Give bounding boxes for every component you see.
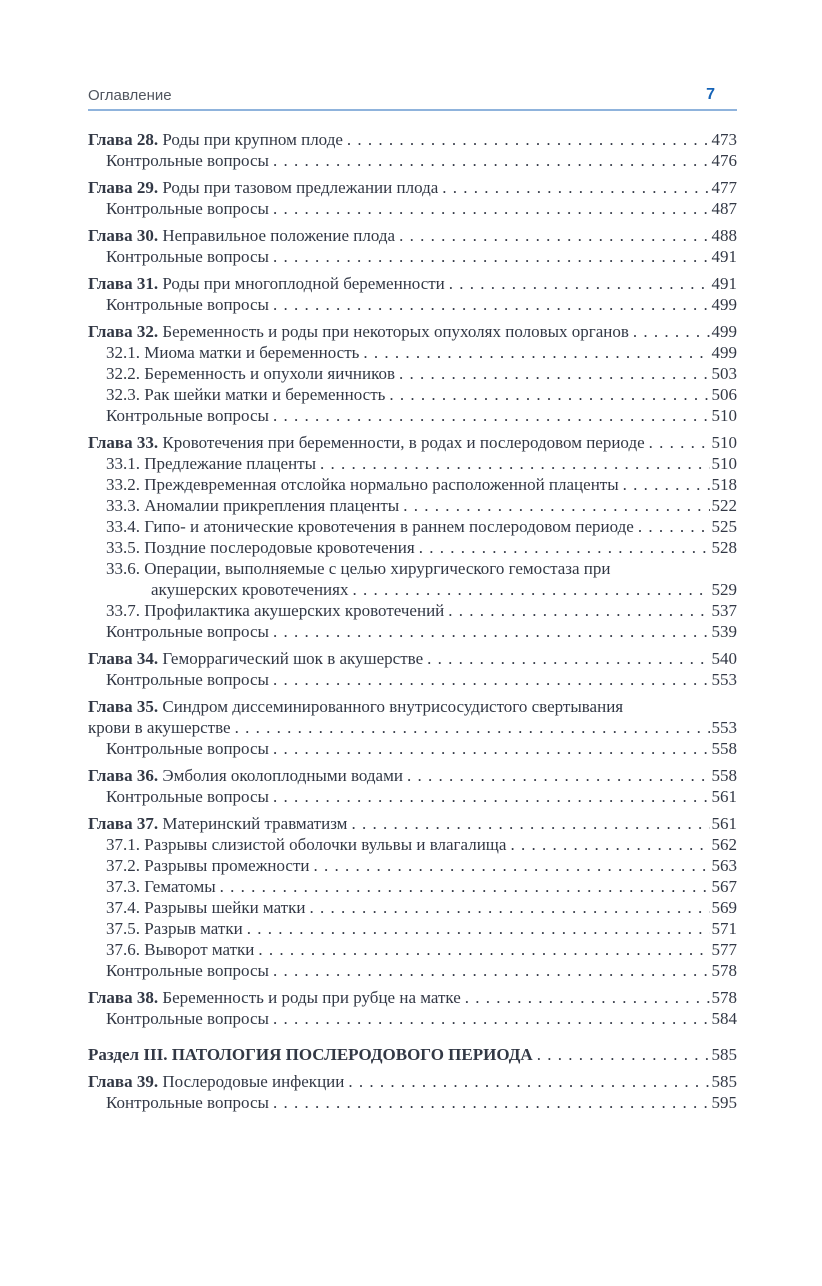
dot-leader: [363, 342, 709, 363]
toc-entry-sub: [88, 834, 737, 855]
toc-page-number: 522: [711, 496, 737, 515]
toc-entry-title: Роды при крупном плоде: [162, 130, 343, 149]
dot-leader: [273, 960, 710, 981]
toc-entry-title-line2: акушерских кровотечениях: [151, 580, 349, 599]
toc-entry-title: Неправильное положение плода: [162, 226, 396, 245]
toc-entry-sub: [88, 876, 737, 897]
toc-page-number: 567: [711, 877, 737, 896]
dot-leader: [309, 897, 709, 918]
toc-row: [88, 177, 737, 198]
dot-leader: [320, 453, 709, 474]
toc-page-number: 537: [711, 601, 737, 620]
toc-row-continuation: [88, 717, 737, 738]
toc-page-number: 499: [711, 322, 737, 341]
toc-row: [88, 474, 737, 495]
toc-row: [88, 648, 737, 669]
toc-entry-title: ПАТОЛОГИЯ ПОСЛЕРОДОВОГО ПЕРИОДА: [171, 1045, 533, 1064]
toc-page-number: 585: [711, 1072, 737, 1091]
toc-page-number: 585: [711, 1045, 737, 1064]
toc-page-number: 539: [711, 622, 737, 641]
toc-entry-chapter: [88, 696, 737, 738]
toc-entry-chapter: [88, 273, 737, 294]
toc-row: [88, 1071, 737, 1092]
toc-entry-control: [88, 786, 737, 807]
toc-entry-title: 37.4. Разрывы шейки матки: [106, 898, 306, 917]
toc-entry-label: Глава 34.: [88, 649, 163, 668]
toc-page-number: 563: [711, 856, 737, 875]
toc-entry-sub: [88, 363, 737, 384]
toc-page-number: 506: [711, 385, 737, 404]
dot-leader: [314, 855, 710, 876]
toc-row: [88, 384, 737, 405]
toc-entry-sub: [88, 855, 737, 876]
toc-row: [88, 696, 737, 717]
toc-row: [88, 453, 737, 474]
toc-entry-title: 32.1. Миома матки и беременность: [106, 343, 360, 362]
toc-page-number: 477: [711, 178, 737, 197]
toc-page-number: 510: [711, 454, 737, 473]
toc-page-number: 584: [711, 1009, 737, 1028]
dot-leader: [273, 1092, 710, 1113]
toc-row: [88, 321, 737, 342]
toc-entry-sub: [88, 939, 737, 960]
toc-entry-control: [88, 1008, 737, 1029]
dot-leader: [273, 246, 710, 267]
toc-entry-title: Беременность и роды при рубце на матке: [162, 988, 461, 1007]
toc-entry-control: [88, 669, 737, 690]
dot-leader: [510, 834, 709, 855]
toc-entry-title: Синдром диссеминированного внутрисосудистого свертывания: [162, 697, 624, 716]
toc-row: [88, 813, 737, 834]
header-page-number: 7: [706, 86, 715, 103]
toc-page-number: 491: [711, 247, 737, 266]
toc-list: [88, 129, 737, 1113]
toc-entry-title: Контрольные вопросы: [106, 622, 269, 641]
dot-leader: [220, 876, 710, 897]
toc-row: [88, 1092, 737, 1113]
dot-leader: [389, 384, 709, 405]
toc-entry-sub: [88, 474, 737, 495]
toc-entry-title: Беременность и роды при некоторых опухолях половых органов: [162, 322, 629, 341]
toc-entry-title: 32.3. Рак шейки матки и беременность: [106, 385, 386, 404]
toc-entry-title: Контрольные вопросы: [106, 151, 269, 170]
toc-entry-title: 37.1. Разрывы слизистой оболочки вульвы и влагалища: [106, 835, 507, 854]
toc-entry-title: Контрольные вопросы: [106, 961, 269, 980]
toc-entry-label: Глава 30.: [88, 226, 163, 245]
dot-leader: [442, 177, 709, 198]
toc-entry-sub: [88, 897, 737, 918]
toc-entry-sub: [88, 453, 737, 474]
toc-page-number: 578: [711, 961, 737, 980]
toc-row: [88, 621, 737, 642]
toc-entry-title: Контрольные вопросы: [106, 739, 269, 758]
toc-entry-title: 33.7. Профилактика акушерских кровотечений: [106, 601, 445, 620]
toc-row: [88, 1044, 737, 1065]
toc-row: [88, 897, 737, 918]
dot-leader: [273, 150, 710, 171]
toc-row: [88, 600, 737, 621]
toc-row: [88, 834, 737, 855]
toc-entry-label: Глава 37.: [88, 814, 163, 833]
toc-entry-label: Глава 32.: [88, 322, 163, 341]
dot-leader: [537, 1044, 710, 1065]
toc-entry-chapter: [88, 1071, 737, 1092]
toc-entry-sub: [88, 600, 737, 621]
toc-entry-chapter: [88, 765, 737, 786]
toc-entry-title: 33.4. Гипо- и атонические кровотечения в раннем послеродовом периоде: [106, 517, 634, 536]
toc-row: [88, 876, 737, 897]
toc-page-number: 540: [711, 649, 737, 668]
toc-entry-label: Глава 35.: [88, 697, 163, 716]
toc-row: [88, 558, 737, 579]
toc-page-number: 561: [711, 814, 737, 833]
page-header: [88, 86, 737, 111]
toc-page-number: 577: [711, 940, 737, 959]
toc-entry-title: Роды при многоплодной беременности: [162, 274, 445, 293]
toc-entry-control: [88, 198, 737, 219]
toc-page-number: 518: [711, 475, 737, 494]
toc-entry-section: [88, 1044, 737, 1065]
toc-entry-chapter: [88, 648, 737, 669]
dot-leader: [273, 1008, 710, 1029]
toc-entry-title: 33.3. Аномалии прикрепления плаценты: [106, 496, 400, 515]
toc-entry-chapter: [88, 987, 737, 1008]
dot-leader: [347, 129, 710, 150]
toc-page-number: 503: [711, 364, 737, 383]
dot-leader: [649, 432, 710, 453]
toc-row: [88, 786, 737, 807]
toc-page-number: 562: [711, 835, 737, 854]
toc-entry-control: [88, 150, 737, 171]
dot-leader: [352, 579, 709, 600]
toc-row: [88, 738, 737, 759]
toc-entry-chapter: [88, 177, 737, 198]
toc-page-number: 487: [711, 199, 737, 218]
toc-row: [88, 516, 737, 537]
toc-page-number: 499: [711, 295, 737, 314]
toc-entry-title: Геморрагический шок в акушерстве: [162, 649, 424, 668]
dot-leader: [258, 939, 709, 960]
dot-leader: [399, 225, 709, 246]
toc-row: [88, 939, 737, 960]
toc-entry-control: [88, 246, 737, 267]
toc-page-number: 578: [711, 988, 737, 1007]
toc-entry-title: 33.2. Преждевременная отслойка нормально расположенной плаценты: [106, 475, 619, 494]
header-title: Оглавление: [88, 87, 172, 104]
toc-page-number: 528: [711, 538, 737, 557]
toc-entry-title: Контрольные вопросы: [106, 670, 269, 689]
toc-page-number: 510: [711, 433, 737, 452]
toc-entry-title: Роды при тазовом предлежании плода: [162, 178, 439, 197]
dot-leader: [419, 537, 710, 558]
toc-row: [88, 342, 737, 363]
toc-row: [88, 225, 737, 246]
dot-leader: [399, 363, 710, 384]
dot-leader: [449, 273, 710, 294]
toc-row: [88, 669, 737, 690]
toc-entry-title: 37.5. Разрыв матки: [106, 919, 243, 938]
toc-entry-control: [88, 1092, 737, 1113]
toc-entry-title: Контрольные вопросы: [106, 247, 269, 266]
toc-entry-control: [88, 960, 737, 981]
toc-page-number: 571: [711, 919, 737, 938]
toc-entry-title: 37.3. Гематомы: [106, 877, 216, 896]
toc-page-number: 473: [711, 130, 737, 149]
toc-page-number: 499: [711, 343, 737, 362]
toc-page-number: 595: [711, 1093, 737, 1112]
dot-leader: [448, 600, 709, 621]
toc-page-number: 510: [711, 406, 737, 425]
toc-entry-control: [88, 738, 737, 759]
toc-row: [88, 129, 737, 150]
toc-row: [88, 960, 737, 981]
toc-row: [88, 495, 737, 516]
toc-row: [88, 432, 737, 453]
toc-entry-sub: [88, 558, 737, 600]
toc-entry-sub: [88, 342, 737, 363]
toc-entry-sub: [88, 516, 737, 537]
dot-leader: [427, 648, 709, 669]
toc-entry-title: 33.5. Поздние послеродовые кровотечения: [106, 538, 415, 557]
toc-entry-title: 37.6. Выворот матки: [106, 940, 255, 959]
toc-row: [88, 1008, 737, 1029]
toc-page-number: 525: [711, 517, 737, 536]
toc-entry-title: Контрольные вопросы: [106, 199, 269, 218]
toc-entry-label: Глава 39.: [88, 1072, 163, 1091]
toc-entry-control: [88, 621, 737, 642]
toc-entry-control: [88, 294, 737, 315]
dot-leader: [273, 405, 710, 426]
dot-leader: [407, 765, 710, 786]
dot-leader: [273, 786, 710, 807]
toc-entry-sub: [88, 537, 737, 558]
toc-page-number: 476: [711, 151, 737, 170]
toc-row: [88, 294, 737, 315]
toc-row: [88, 246, 737, 267]
toc-entry-label: Глава 29.: [88, 178, 163, 197]
toc-entry-title: Кровотечения при беременности, в родах и послеродовом периоде: [162, 433, 645, 452]
toc-entry-sub: [88, 384, 737, 405]
toc-page-number: 488: [711, 226, 737, 245]
toc-entry-title: Контрольные вопросы: [106, 295, 269, 314]
dot-leader: [273, 669, 710, 690]
toc-page-number: 529: [711, 580, 737, 599]
dot-leader: [465, 987, 710, 1008]
dot-leader: [633, 321, 710, 342]
toc-entry-title: 33.6. Операции, выполняемые с целью хирургического гемостаза при: [106, 559, 611, 578]
toc-page-number: 553: [711, 718, 737, 737]
toc-row: [88, 987, 737, 1008]
toc-page-number: 491: [711, 274, 737, 293]
toc-entry-label: Глава 38.: [88, 988, 163, 1007]
toc-entry-title-line2: крови в акушерстве: [88, 718, 231, 737]
toc-entry-title: Контрольные вопросы: [106, 1009, 269, 1028]
toc-row: [88, 405, 737, 426]
toc-entry-label: Глава 36.: [88, 766, 163, 785]
toc-entry-title: 37.2. Разрывы промежности: [106, 856, 310, 875]
toc-entry-chapter: [88, 813, 737, 834]
toc-entry-chapter: [88, 321, 737, 342]
toc-entry-title: Контрольные вопросы: [106, 787, 269, 806]
toc-row: [88, 198, 737, 219]
toc-entry-chapter: [88, 432, 737, 453]
dot-leader: [247, 918, 710, 939]
dot-leader: [623, 474, 710, 495]
toc-row: [88, 363, 737, 384]
toc-page-number: 561: [711, 787, 737, 806]
toc-entry-control: [88, 405, 737, 426]
toc-entry-title: Контрольные вопросы: [106, 406, 269, 425]
toc-row: [88, 150, 737, 171]
toc-row: [88, 273, 737, 294]
toc-entry-label: Глава 28.: [88, 130, 163, 149]
book-page: [0, 86, 822, 1286]
toc-entry-chapter: [88, 129, 737, 150]
dot-leader: [273, 621, 710, 642]
toc-entry-label: Раздел III.: [88, 1045, 172, 1064]
dot-leader: [403, 495, 709, 516]
toc-entry-sub: [88, 918, 737, 939]
toc-entry-label: Глава 33.: [88, 433, 163, 452]
toc-entry-sub: [88, 495, 737, 516]
toc-row: [88, 855, 737, 876]
toc-row: [88, 765, 737, 786]
toc-entry-chapter: [88, 225, 737, 246]
toc-row-continuation: [88, 579, 737, 600]
dot-leader: [273, 294, 710, 315]
toc-entry-title: 32.2. Беременность и опухоли яичников: [106, 364, 395, 383]
toc-entry-title: 33.1. Предлежание плаценты: [106, 454, 317, 473]
toc-page-number: 558: [711, 739, 737, 758]
toc-entry-title: Материнский травматизм: [162, 814, 348, 833]
dot-leader: [273, 738, 710, 759]
toc-page-number: 558: [711, 766, 737, 785]
toc-entry-label: Глава 31.: [88, 274, 163, 293]
toc-page-number: 569: [711, 898, 737, 917]
toc-row: [88, 918, 737, 939]
dot-leader: [235, 717, 710, 738]
toc-row: [88, 537, 737, 558]
toc-entry-title: Контрольные вопросы: [106, 1093, 269, 1112]
dot-leader: [351, 813, 709, 834]
toc-entry-title: Послеродовые инфекции: [162, 1072, 345, 1091]
dot-leader: [273, 198, 710, 219]
dot-leader: [638, 516, 710, 537]
toc-page-number: 553: [711, 670, 737, 689]
dot-leader: [348, 1071, 709, 1092]
toc-entry-title: Эмболия околоплодными водами: [162, 766, 403, 785]
